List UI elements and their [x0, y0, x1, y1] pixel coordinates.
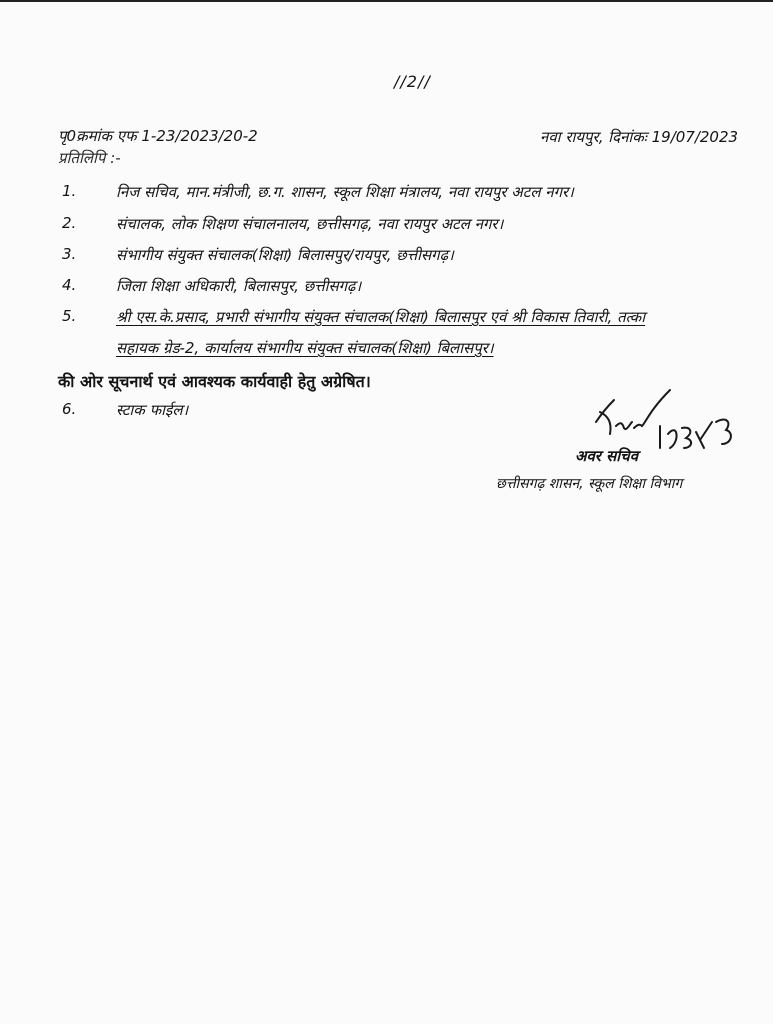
copy-item-number: 2. [62, 214, 77, 232]
copy-to-heading: प्रतिलिपि :- [58, 149, 121, 167]
copy-item-number: 3. [62, 245, 77, 263]
copy-item-text: संभागीय संयुक्त संचालक(शिक्षा) बिलासपुर/रायपुर, छत्तीसगढ़। [116, 246, 454, 264]
copy-item-number: 5. [62, 307, 77, 325]
copy-item-5-continuation: सहायक ग्रेड-2, कार्यालय संभागीय संयुक्त संचालक(शिक्षा) बिलासपुर। [116, 339, 494, 357]
page-number-marker: //2// [394, 72, 431, 91]
copy-item-text: श्री एस.के.प्रसाद, प्रभारी संभागीय संयुक्त संचालक(शिक्षा) बिलासपुर एवं श्री विकास तिवारी, तत्का [116, 308, 646, 326]
signatory-title: अवर सचिव [575, 447, 639, 465]
copy-item-text: जिला शिक्षा अधिकारी, बिलासपुर, छत्तीसगढ़। [116, 277, 362, 295]
page-top-border [0, 0, 773, 2]
reference-number: पृ0क्रमांक एफ 1-23/2023/20-2 [58, 127, 258, 145]
forwarding-note: की ओर सूचनार्थ एवं आवश्यक कार्यवाही हेतु अग्रेषित। [58, 372, 371, 391]
copy-item-number: 4. [62, 276, 77, 294]
copy-item-text: संचालक, लोक शिक्षण संचालनालय, छत्तीसगढ़, नवा रायपुर अटल नगर। [116, 215, 504, 233]
copy-item-number: 6. [62, 400, 77, 418]
copy-item-text: निज सचिव, मान.मंत्रीजी, छ.ग. शासन, स्कूल शिक्षा मंत्रालय, नवा रायपुर अटल नगर। [116, 183, 574, 201]
handwritten-signature [590, 382, 770, 452]
place-and-date: नवा रायपुर, दिनांकः 19/07/2023 [540, 128, 739, 146]
copy-item-text: स्टाक फाईल। [116, 401, 189, 419]
signatory-department: छत्तीसगढ़ शासन, स्कूल शिक्षा विभाग [496, 476, 683, 492]
copy-item-number: 1. [62, 182, 77, 200]
